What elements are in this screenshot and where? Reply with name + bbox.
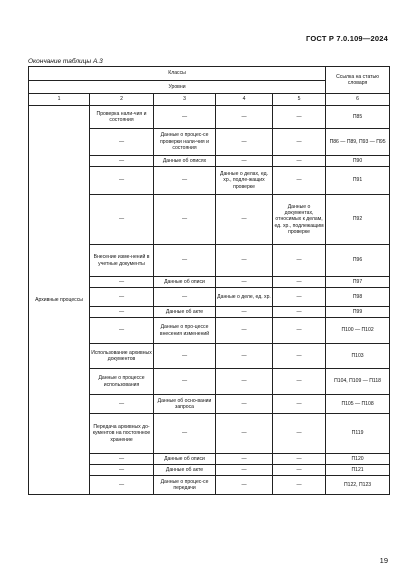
table-cell: — (216, 414, 273, 454)
table-cell: — (273, 344, 326, 369)
table-cell: — (90, 395, 154, 414)
header-classes: Классы (29, 67, 326, 81)
table-cell: П96 (326, 245, 390, 277)
header-dictionary-ref: Ссылка на статью словаря (326, 67, 390, 94)
table-cell: П105 — П108 (326, 395, 390, 414)
table-cell: — (216, 369, 273, 395)
table-cell: — (90, 167, 154, 195)
table-cell: — (216, 454, 273, 465)
table-cell: — (216, 277, 273, 288)
table-cell: П98 (326, 288, 390, 307)
table-cell: П97 (326, 277, 390, 288)
table-cell: — (216, 395, 273, 414)
document-standard-header: ГОСТ Р 7.0.109—2024 (306, 34, 388, 43)
table-cell: — (216, 195, 273, 245)
table-cell: — (90, 288, 154, 307)
table-cell: П100 — П102 (326, 318, 390, 344)
table-cell: — (154, 344, 216, 369)
table-cell: — (90, 454, 154, 465)
table-cell: — (216, 476, 273, 495)
table-cell: — (273, 288, 326, 307)
table-cell: П91 (326, 167, 390, 195)
table-cell: — (273, 318, 326, 344)
table-cell: — (154, 195, 216, 245)
table-cell: П90 (326, 156, 390, 167)
table-cell: Данные об акте (154, 465, 216, 476)
table-cell: — (90, 318, 154, 344)
table-cell: — (154, 106, 216, 129)
table-cell: — (216, 307, 273, 318)
page-number: 19 (379, 556, 388, 565)
table-cell: — (216, 465, 273, 476)
table-cell: П119 (326, 414, 390, 454)
table-cell: — (273, 245, 326, 277)
table-cell: — (90, 156, 154, 167)
table-cell: — (273, 106, 326, 129)
table-cell: П120 (326, 454, 390, 465)
table-cell: — (90, 476, 154, 495)
table-cell: Данные об описях (154, 156, 216, 167)
table-cell: — (273, 369, 326, 395)
table-cell: — (216, 344, 273, 369)
table-cell: — (154, 288, 216, 307)
table-cell: Данные об описи (154, 454, 216, 465)
table-cell: Данные о процес-се проверки нали-чия и состояния (154, 129, 216, 156)
table-cell: П103 (326, 344, 390, 369)
table-cell: П99 (326, 307, 390, 318)
table-cell: — (154, 245, 216, 277)
table-cell: — (154, 414, 216, 454)
table-cell: — (273, 167, 326, 195)
table-cell: — (273, 414, 326, 454)
column-number: 6 (326, 94, 390, 106)
classification-table (28, 66, 390, 495)
table-cell: — (90, 465, 154, 476)
table-cell: Данные об описи (154, 277, 216, 288)
table-cell: П85 (326, 106, 390, 129)
table-cell: Данные о деле, ед. хр. (216, 288, 273, 307)
table-cell: П86 — П89, П93 — П95 (326, 129, 390, 156)
table-cell: — (216, 245, 273, 277)
table-cell: Данные об акте (154, 307, 216, 318)
table-cell: П122, П123 (326, 476, 390, 495)
table-cell: — (273, 476, 326, 495)
table-cell: — (216, 129, 273, 156)
table-cell: Данные о про-цессе внесения изменений (154, 318, 216, 344)
table-cell: Проверка нали-чия и состояния (90, 106, 154, 129)
table-cell: Данные о процессе использования (90, 369, 154, 395)
table-cell: Данные о документах, относимых к делам, ед. хр., подлежащим проверке (273, 195, 326, 245)
table-cell: — (154, 369, 216, 395)
table-cell: — (273, 129, 326, 156)
column-number: 5 (273, 94, 326, 106)
table-cell: — (90, 277, 154, 288)
table-cell: Данные о делах, ед. хр., подле-жащих проверке (216, 167, 273, 195)
table-cell: — (273, 156, 326, 167)
table-cell: — (216, 318, 273, 344)
table-cell: Данные о процес-се передачи (154, 476, 216, 495)
table-cell: — (90, 129, 154, 156)
table-cell: П92 (326, 195, 390, 245)
table-caption: Окончание таблицы А.3 (28, 58, 103, 65)
table-cell: — (273, 395, 326, 414)
table-cell: Использование архивных документов (90, 344, 154, 369)
column-number: 4 (216, 94, 273, 106)
table-cell: — (273, 454, 326, 465)
table-cell: Данные об осно-вании запроса (154, 395, 216, 414)
table-cell: — (154, 167, 216, 195)
table-cell: — (216, 106, 273, 129)
table-cell: Передача архивных до-кументов на постоянное хранение (90, 414, 154, 454)
table-cell: — (273, 307, 326, 318)
table-cell: — (273, 277, 326, 288)
table-cell: Внесение изме-нений в учетные документы (90, 245, 154, 277)
table-cell: — (90, 307, 154, 318)
column-number: 1 (29, 94, 90, 106)
table-row (29, 106, 390, 129)
header-levels: Уровни (29, 81, 326, 94)
table-cell: — (273, 465, 326, 476)
table-cell: — (90, 195, 154, 245)
column-number: 3 (154, 94, 216, 106)
table-cell: — (216, 156, 273, 167)
table-cell: П104, П109 — П118 (326, 369, 390, 395)
table-cell: Архивные процессы (29, 106, 90, 495)
column-number: 2 (90, 94, 154, 106)
table-cell: П121 (326, 465, 390, 476)
